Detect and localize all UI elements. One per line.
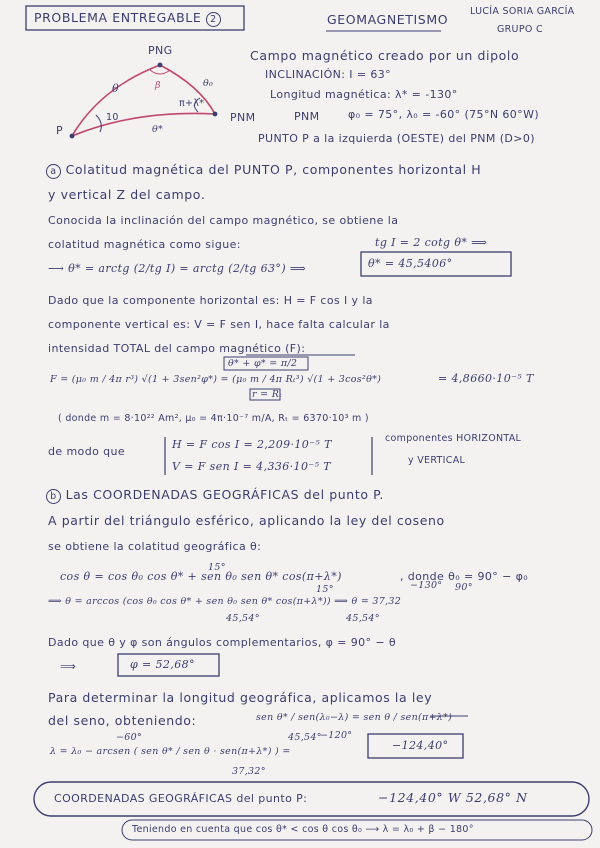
group: GRUPO C <box>497 24 543 35</box>
law-of-sines: sen θ* / sen(λ₀−λ) = sen θ / sen(π+λ*) <box>256 712 453 723</box>
part-b-t5: del seno, obteniendo: <box>48 713 197 728</box>
beta-arc <box>150 70 170 74</box>
final-coordinates-value: −124,40° W 52,68° N <box>378 790 528 805</box>
law-of-cosines: cos θ = cos θ₀ cos θ* + sen θ₀ sen θ* cos(π+λ*) <box>60 570 342 583</box>
part-b-t2: se obtiene la colatitud geográfica θ: <box>48 540 262 553</box>
final-coordinates-label: COORDENADAS GEOGRÁFICAS del punto P: <box>54 792 308 805</box>
label-pn: PNG <box>148 44 173 57</box>
note-minus60: −60° <box>116 732 142 743</box>
title-text: PROBLEMA ENTREGABLE <box>34 10 202 25</box>
part-b-t4: Para determinar la longitud geográfica, aplicamos la ley <box>48 690 433 705</box>
note-15a: 15° <box>208 562 226 573</box>
note-r-eq-rt: r = Rₜ <box>252 389 282 400</box>
given-pnm-coords: φ₀ = 75°, λ₀ = -60° (75°N 60°W) <box>348 108 540 121</box>
vertical-label: y VERTICAL <box>408 455 466 466</box>
longitude-formula: λ = λ₀ − arcsen ( sen θ* / sen θ · sen(π+λ*) ) = <box>50 746 291 757</box>
given-magnetic-longitude: Longitud magnética: λ* = -130° <box>270 88 458 101</box>
part-b-label: b <box>46 489 61 504</box>
topic: GEOMAGNETISMO <box>327 12 449 27</box>
note-3732: 37,32° <box>232 766 266 777</box>
part-a-t5: componente vertical es: V = F sen I, hace falta calcular la <box>48 318 390 331</box>
phi-arrow: ⟹ <box>60 660 77 673</box>
vertical-component: V = F sen I = 4,336·10⁻⁵ T <box>172 460 332 473</box>
label-theta0: θ₀ <box>203 78 214 89</box>
part-a-t4: Dado que la componente horizontal es: H = F cos I y la <box>48 294 373 307</box>
part-a-conclusion: de modo que <box>48 445 126 458</box>
given-pnm-label: PNM <box>294 110 320 123</box>
note-45a: 45,54° <box>226 613 260 624</box>
label-ten: 10 <box>106 112 119 123</box>
part-a-formula-tg: tg I = 2 cotg θ* ⟹ <box>375 236 488 249</box>
note-complementary: θ* + φ* = π/2 <box>228 358 298 369</box>
label-theta-star: θ* <box>152 124 164 135</box>
part-a-t6: intensidad TOTAL del campo magnético (F): <box>48 342 306 355</box>
part-b-q: Las COORDENADAS GEOGRÁFICAS del punto P. <box>65 487 384 502</box>
part-a-formula-arctg: ⟶ θ* = arctg (2/tg I) = arctg (2/tg 63°) ⟹ <box>48 262 307 275</box>
page-title <box>34 10 221 27</box>
constants-note: ( donde m = 8·10²² Am², μ₀ = 4π·10⁻⁷ m/A, Rₜ = 6370·10³ m ) <box>58 413 369 424</box>
label-p: P <box>56 124 64 137</box>
footnote: Teniendo en cuenta que cos θ* < cos θ cos θ₀ ⟶ λ = λ₀ + β − 180° <box>132 824 474 835</box>
note-4554: 45,54° <box>288 732 322 743</box>
intensity-result: = 4,8660·10⁻⁵ T <box>438 372 534 385</box>
note-45b: 45,54° <box>346 613 380 624</box>
part-b-t1: A partir del triángulo esférico, aplicando la ley del coseno <box>48 513 445 528</box>
label-theta: θ <box>112 82 120 95</box>
label-pi-lambda: π+λ* <box>179 98 205 109</box>
point-pnm <box>213 112 218 117</box>
problem-number: 2 <box>206 12 221 27</box>
part-a-t1: Conocida la inclinación del campo magnético, se obtiene la <box>48 214 399 227</box>
label-pnm: PNM <box>230 111 256 124</box>
author: LUCÍA SORIA GARCÍA <box>470 6 575 17</box>
note-15b: 15° <box>316 584 334 595</box>
part-a-q2: y vertical Z del campo. <box>48 187 206 202</box>
part-a-theta-star-result: θ* = 45,5406° <box>368 257 453 270</box>
triangle-side-p-pnm <box>72 113 215 136</box>
formula-intensity: F = (μ₀ m / 4π r³) √(1 + 3sen²φ*) = (μ₀ m / 4π Rₜ³) √(1 + 3cos²θ*) <box>50 374 382 385</box>
part-a-t2a: colatitud magnética como sigue: <box>48 238 241 251</box>
longitude-result: −124,40° <box>392 739 449 752</box>
part-a-q1: Colatitud magnética del PUNTO P, componentes horizontal H <box>65 162 482 177</box>
horizontal-component: H = F cos I = 2,209·10⁻⁵ T <box>172 438 332 451</box>
part-a-question <box>46 162 481 179</box>
given-inclination: INCLINACIÓN: I = 63° <box>265 68 392 81</box>
point-p <box>70 134 75 139</box>
triangle-side-p-pn <box>72 65 160 136</box>
given-point-p: PUNTO P a la izquierda (OESTE) del PNM (D>0) <box>258 132 535 145</box>
part-b-t3: Dado que θ y φ son ángulos complementarios, φ = 90° − θ <box>48 636 396 649</box>
theta0-definition: , donde θ₀ = 90° − φ₀ <box>400 570 529 583</box>
p-angle-arc <box>96 115 101 132</box>
part-a-label: a <box>46 164 61 179</box>
phi-result: φ = 52,68° <box>130 658 195 671</box>
note-90: 90° <box>455 582 473 593</box>
arccos-formula: ⟹ θ = arccos (cos θ₀ cos θ* + sen θ₀ sen θ* cos(π+λ*)) ⟹ θ = 37,32 <box>48 596 402 607</box>
note-minus130: −130° <box>410 580 443 591</box>
label-beta: β <box>155 80 161 91</box>
given-line-1: Campo magnético creado por un dipolo <box>250 48 520 63</box>
part-b-question <box>46 487 384 504</box>
point-pn <box>158 63 163 68</box>
note-minus120: −120° <box>320 730 353 741</box>
horizontal-label: componentes HORIZONTAL <box>385 433 522 444</box>
